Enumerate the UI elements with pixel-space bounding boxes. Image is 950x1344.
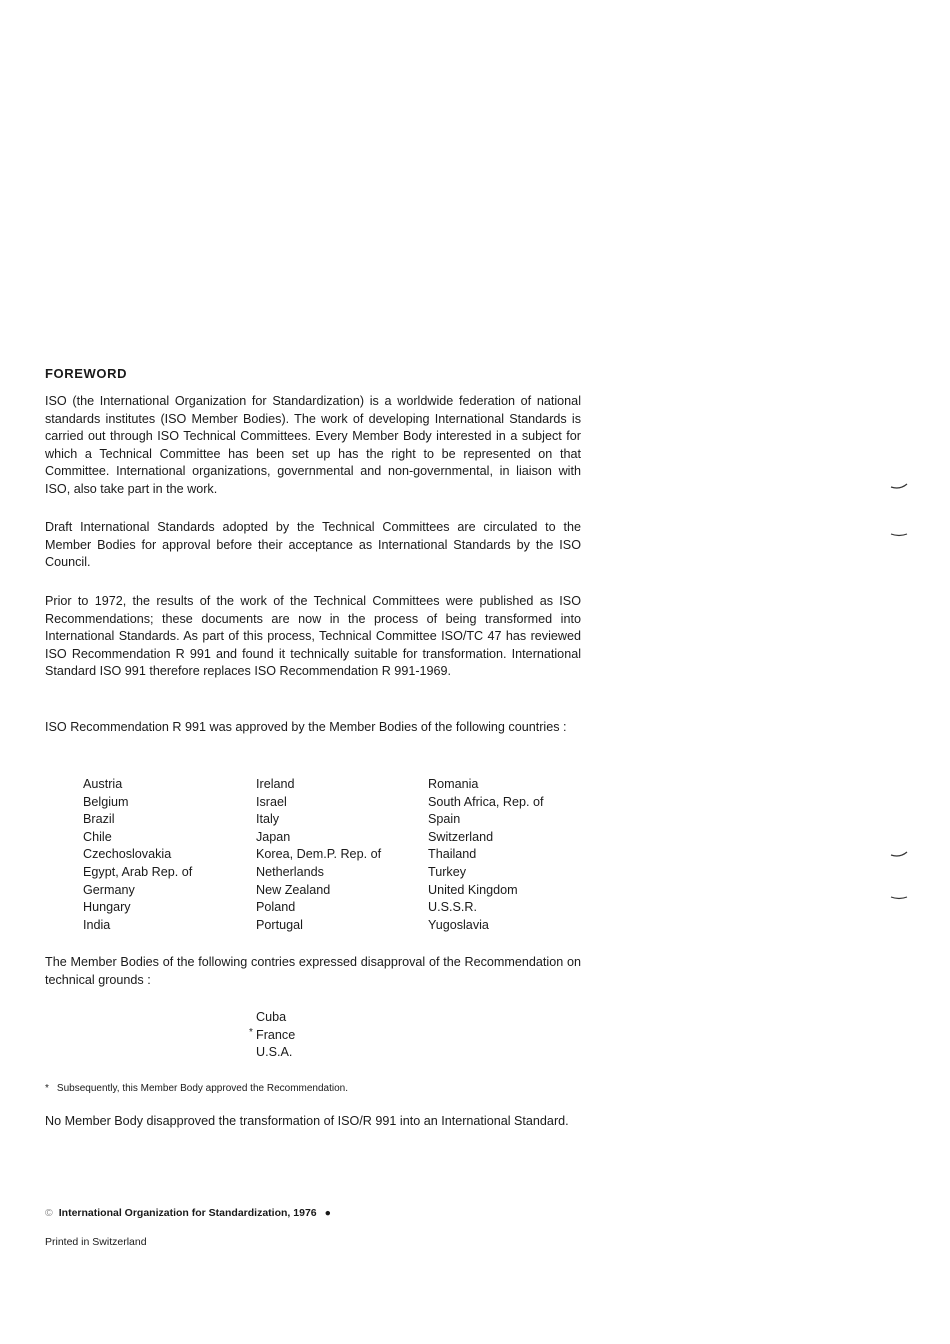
- footnote-marker: *: [45, 1083, 49, 1094]
- footnote-text: Subsequently, this Member Body approved the Recommendation.: [56, 1083, 348, 1094]
- scan-mark-icon: [890, 530, 908, 538]
- printed-location: Printed in Switzerland: [45, 1236, 147, 1248]
- paragraph-iso-intro: ISO (the International Organization for Standardization) is a worldwide federation of national standards institutes (ISO Member Bodies). The work of developing International Standards is carried out through ISO Technical Committees. Every Member Body interested in a subject for which a Technical Committee has been set up has the right to be represented on that Committee. International organizations, governmental and non-governmental, in liaison with ISO, also take part in the work.: [45, 394, 581, 496]
- paragraph-draft-standards: Draft International Standards adopted by the Technical Committees are circulated to the Member Bodies for approval before their acceptance as International Standards by the ISO Council.: [45, 520, 581, 570]
- paragraph-no-disapproval: No Member Body disapproved the transformation of ISO/R 991 into an International Standard.: [45, 1114, 569, 1128]
- country-item: Czechoslovakia: [83, 847, 172, 862]
- foreword-heading: FOREWORD: [45, 366, 128, 381]
- country-item: South Africa, Rep. of: [428, 794, 544, 809]
- country-item: U.S.S.R.: [428, 900, 477, 915]
- scan-mark-icon: [890, 482, 908, 490]
- country-item-with-footnote: [249, 1026, 296, 1045]
- bullet-icon: ●: [324, 1207, 331, 1219]
- country-item: Austria: [83, 777, 123, 791]
- country-item: Egypt, Arab Rep. of: [83, 864, 193, 879]
- country-item: Israel: [256, 794, 287, 809]
- country-item: Romania: [428, 777, 479, 791]
- country-item: Switzerland: [428, 829, 494, 844]
- copyright-icon: ©: [45, 1207, 53, 1219]
- scan-mark-icon: [890, 893, 908, 901]
- country-item: Poland: [256, 900, 296, 915]
- country-item: Spain: [428, 812, 461, 827]
- copyright-line: [45, 1207, 331, 1219]
- country-item: Brazil: [83, 812, 115, 827]
- country-item: Portugal: [256, 917, 303, 932]
- country-item: Italy: [256, 812, 280, 827]
- country-item: Yugoslavia: [428, 917, 489, 932]
- footnote: [45, 1083, 348, 1094]
- country-item: Chile: [83, 829, 112, 844]
- disapproving-countries-list: [249, 1009, 296, 1062]
- paragraph-transformation: Prior to 1972, the results of the work of the Technical Committees were published as ISO Recommendations; these documents are now in the process of being transformed into International Standards. As part of this process, Technical Committee ISO/TC 47 has reviewed ISO Recommendation R 991 and found it technically suitable for transformation. International Standard ISO 991 therefore replaces ISO Recommendation R 991-1969.: [45, 594, 581, 679]
- country-item: Korea, Dem.P. Rep. of: [256, 847, 382, 862]
- country-column-3: [428, 776, 603, 934]
- country-column-1: [83, 776, 258, 934]
- copyright-text: International Organization for Standardization, 1976: [58, 1207, 317, 1219]
- country-item: Belgium: [83, 794, 129, 809]
- paragraph-disapproval-intro: The Member Bodies of the following contries expressed disapproval of the Recommendation on technical grounds :: [45, 955, 581, 987]
- country-item: U.S.A.: [256, 1045, 293, 1060]
- country-item: India: [83, 917, 111, 932]
- country-item: Thailand: [428, 847, 477, 862]
- country-label: France: [256, 1027, 296, 1042]
- country-item: New Zealand: [256, 882, 331, 897]
- country-item: Japan: [256, 829, 291, 844]
- country-item: Ireland: [256, 777, 295, 791]
- scan-mark-icon: [890, 850, 908, 858]
- country-column-2: [256, 776, 431, 934]
- country-item: Turkey: [428, 864, 467, 879]
- country-item: Germany: [83, 882, 135, 897]
- country-item: Cuba: [256, 1010, 287, 1024]
- footnote-marker: *: [249, 1026, 253, 1038]
- country-item: United Kingdom: [428, 882, 518, 897]
- country-item: Netherlands: [256, 864, 324, 879]
- country-item: Hungary: [83, 900, 131, 915]
- paragraph-approval-intro: ISO Recommendation R 991 was approved by the Member Bodies of the following countries :: [45, 720, 567, 734]
